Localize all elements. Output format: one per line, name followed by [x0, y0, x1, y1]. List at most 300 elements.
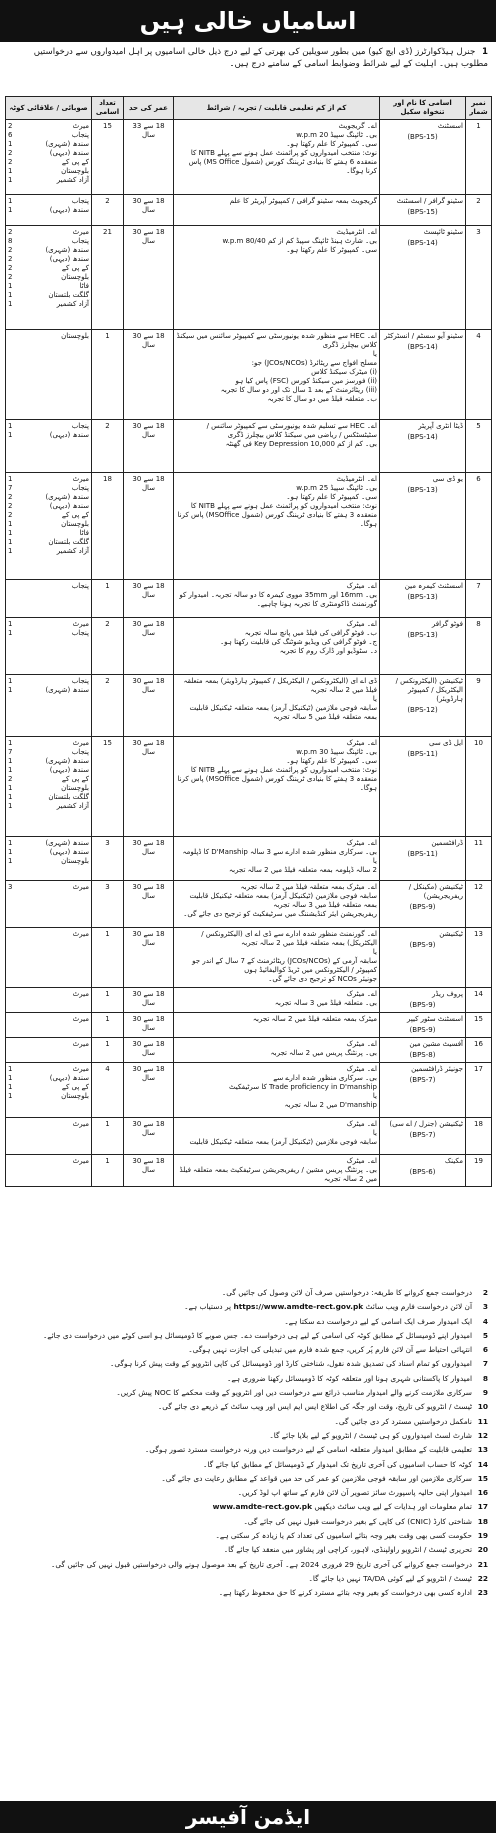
- page-banner-title: اسامیاں خالی ہیں: [0, 0, 496, 42]
- quota-line: [8, 1074, 89, 1083]
- qualification-line: سابقہ فوجی ملازمین (ٹیکنیکل آرمز) بمعہ متعلقہ ٹیکنیکل قابلیت بمعہ متعلقہ فیلڈ میں 3 سالہ تجربہ: [189, 892, 377, 909]
- instruction-item: [8, 1343, 488, 1357]
- quota-line: [8, 757, 89, 766]
- qualification-line: بی۔ ٹائپنگ سپیڈ 25 w.p.m: [296, 484, 377, 492]
- quota-line: [8, 431, 89, 440]
- quota-region: پنجاب: [71, 748, 89, 756]
- cell-post-name: [380, 881, 466, 928]
- qualification-line: (i) میٹرک سیکنڈ کلاس: [311, 368, 377, 376]
- quota-line: [8, 206, 89, 215]
- qualification-line: اے۔ میٹرک: [346, 739, 377, 747]
- cell-vacancy-count: 2: [92, 675, 124, 737]
- cell-age-limit: 18 سے 30 سال: [124, 1118, 174, 1155]
- cell-age-limit: 18 سے 30 سال: [124, 330, 174, 420]
- qualification-line: اے۔ میٹرک بمعہ متعلقہ فیلڈ میں 2 سالہ تجربہ: [240, 883, 377, 891]
- cell-age-limit: 18 سے 30 سال: [124, 1155, 174, 1187]
- qualification-line: اے۔ میٹرک: [346, 990, 377, 998]
- qualification-line: بی۔ سرکاری منظور شدہ ادارے سے: [273, 1074, 377, 1082]
- instruction-item: [8, 1458, 488, 1472]
- quota-count: 1: [8, 757, 13, 765]
- instruction-number: 14: [477, 1459, 488, 1469]
- quota-region: سندھ (شہری): [45, 757, 89, 765]
- cell-qualification: [174, 1155, 380, 1187]
- instruction-text: [8, 1486, 472, 1500]
- quota-count: 1: [8, 784, 13, 792]
- instruction-body: سرکاری ملازمین اور سابقہ فوجی ملازمین کو عمر کی حد میں قواعد کے مطابق رعایت دی جائے گی۔: [161, 1473, 472, 1483]
- qualification-line: سی۔ کمپیوٹر کا علم رکھتا ہو۔: [286, 140, 377, 148]
- qualification-line: نوٹ: منتخب امیدواروں کو پرائمنٹ عمل ہونے سے پہلے NITB کا منعقدہ 3 ہفتے کا بنیادی ٹریننگ کورس (شمول MSOffice) پاس کرنا ہوگا۔: [177, 766, 377, 792]
- qualification-line: 2 سالہ ڈپلومہ بمعہ متعلقہ فیلڈ میں 2 سالہ تجربہ: [229, 866, 377, 874]
- cell-serial-no: 14: [466, 988, 492, 1013]
- cell-age-limit: 18 سے 30 سال: [124, 881, 174, 928]
- instruction-number: 2: [482, 1288, 488, 1297]
- qualification-line: اے۔ میٹرک: [346, 1065, 377, 1073]
- quota-count: 1: [8, 1074, 13, 1082]
- quota-line: [8, 520, 89, 529]
- qualification-line: (ii) فورسز میں سیکنڈ کورس (FSC) پاس کیا ہو: [235, 377, 377, 385]
- cell-vacancy-count: 21: [92, 226, 124, 330]
- quota-region: سندھ (دیہی): [49, 502, 89, 510]
- qualification-line: نوٹ: منتخب امیدواروں کو پرائمنٹ عمل ہونے سے پہلے NITB کا منعقدہ 3 ہفتے کا بنیادی ٹریننگ کورس (شمول MSOffice) پاس کرنا ہوگا۔: [177, 502, 377, 528]
- quota-count: 1: [8, 167, 13, 175]
- quota-count: 7: [8, 484, 13, 492]
- post-scale: (BPS-13): [407, 486, 438, 494]
- quota-region: سندھ (دیہی): [49, 149, 89, 157]
- cell-serial-no: 13: [466, 928, 492, 988]
- instruction-body: امیدوار اپنی حالیہ پاسپورٹ سائز تصویر آن لائن فارم کے ساتھ اپ لوڈ کریں۔: [237, 1488, 472, 1498]
- quota-region: آزاد کشمیر: [56, 547, 89, 555]
- quota-line: [8, 237, 89, 246]
- cell-serial-no: 9: [466, 675, 492, 737]
- quota-count: 1: [8, 1065, 13, 1073]
- cell-quota: [6, 420, 92, 473]
- quota-count: 1: [8, 291, 13, 299]
- cell-quota: [6, 675, 92, 737]
- instructions-list: [8, 1286, 488, 1601]
- post-title: سٹینو آیو سسٹم / انسٹرکٹر: [384, 332, 463, 340]
- cell-post-name: [380, 737, 466, 837]
- qualification-line: بی۔ 16mm اور 35mm مووی کیمرہ کا دو سالہ تجربہ۔ امیدوار کو گورنمنٹ ڈاکومنٹری کا تجربہ ہونا چاہیے۔: [179, 591, 377, 608]
- cell-serial-no: 5: [466, 420, 492, 473]
- quota-region: میرٹ: [72, 739, 89, 747]
- quota-count: 1: [8, 1083, 13, 1091]
- quota-line: [8, 255, 89, 264]
- quota-line: [8, 766, 89, 775]
- cell-quota: [6, 120, 92, 195]
- quota-line: [8, 1157, 89, 1166]
- quota-region: سندھ (دیہی): [49, 848, 89, 856]
- qualification-line: یا: [372, 857, 377, 865]
- post-title: اسسٹنٹ سٹور کیپر: [407, 1015, 463, 1023]
- cell-serial-no: 6: [466, 473, 492, 580]
- post-title: سٹینو ٹائپسٹ: [423, 228, 463, 236]
- post-title: ٹیکنیشن (مکینکل / ریفریجریشن): [408, 883, 463, 900]
- quota-line: [8, 848, 89, 857]
- quota-line: [8, 793, 89, 802]
- qualification-line: بی۔ ٹائپنگ سپیڈ 30 w.p.m: [296, 748, 377, 756]
- cell-serial-no: 4: [466, 330, 492, 420]
- quota-region: پنجاب: [71, 484, 89, 492]
- instruction-item: [8, 1329, 488, 1343]
- quota-line: [8, 748, 89, 757]
- cell-vacancy-count: 18: [92, 473, 124, 580]
- instruction-item: [8, 1372, 488, 1386]
- post-title: سٹینو گرافر / اسسٹنٹ: [396, 197, 463, 205]
- instruction-item: [8, 1300, 488, 1314]
- quota-line: [8, 1065, 89, 1074]
- quota-region: میرٹ: [72, 883, 89, 891]
- cell-serial-no: 8: [466, 618, 492, 675]
- quota-line: [8, 264, 89, 273]
- qualification-line: اے۔ میٹرک: [346, 1040, 377, 1048]
- qualification-line: بی۔ کم از کم 10,000 Key Depression فی گھنٹہ: [225, 440, 377, 448]
- instruction-text: [8, 1415, 472, 1429]
- cell-post-name: [380, 988, 466, 1013]
- cell-qualification: [174, 195, 380, 226]
- instruction-body: ایک امیدوار صرف ایک اسامی کے لیے درخواست دے سکتا ہے۔: [284, 1316, 472, 1326]
- quota-count: 1: [8, 547, 13, 555]
- quota-line: [8, 538, 89, 547]
- quota-region: میرٹ: [72, 475, 89, 483]
- quota-region: بلوچستان: [61, 167, 89, 175]
- quota-line: [8, 582, 89, 591]
- instruction-text: [8, 1300, 472, 1314]
- quota-line: [8, 857, 89, 866]
- quota-count: 1: [8, 1092, 13, 1100]
- quota-line: [8, 677, 89, 686]
- instruction-number: 22: [477, 1573, 488, 1583]
- quota-count: 1: [8, 686, 13, 694]
- post-scale: (BPS-14): [407, 433, 438, 441]
- instruction-body: آن لائن درخواست فارم ویب سائٹ: [363, 1302, 472, 1312]
- instruction-text: [8, 1558, 472, 1572]
- instruction-item: [8, 1443, 488, 1457]
- quota-line: [8, 300, 89, 309]
- quota-count: 2: [8, 149, 13, 157]
- instruction-text: [8, 1400, 472, 1414]
- cell-post-name: [380, 1063, 466, 1118]
- table-row: [6, 618, 492, 675]
- cell-age-limit: 18 سے 30 سال: [124, 737, 174, 837]
- quota-line: [8, 484, 89, 493]
- quota-count: 1: [8, 176, 13, 184]
- quota-region: میرٹ: [72, 122, 89, 130]
- qualification-line: یا: [372, 350, 377, 358]
- quota-region: سندھ (دیہی): [49, 206, 89, 214]
- instruction-body: ٹیسٹ / انٹرویو کی تاریخ، وقت اور جگہ کی اطلاع ایس ایم ایس اور ویب سائٹ کے ذریعے دی جائے گی۔: [157, 1402, 472, 1412]
- instruction-text: [8, 1386, 472, 1400]
- quota-region: کے پی کے: [61, 264, 89, 272]
- post-title: ٹیکنیشن: [439, 930, 463, 938]
- cell-serial-no: 12: [466, 881, 492, 928]
- cell-age-limit: 18 سے 30 سال: [124, 837, 174, 881]
- instruction-body: شارٹ لسٹ امیدواروں کو ہی ٹیسٹ / انٹرویو کے لیے بلایا جائے گا۔: [269, 1430, 472, 1440]
- instruction-number: 9: [482, 1388, 488, 1398]
- cell-serial-no: 15: [466, 1013, 492, 1038]
- instruction-body: امیدوار کا پاکستانی شہری ہونا اور متعلقہ کوٹہ کا ڈومیسائل رکھنا ضروری ہے۔: [227, 1373, 472, 1383]
- cell-qualification: [174, 1038, 380, 1063]
- post-scale: (BPS-9): [409, 941, 436, 949]
- cell-serial-no: 7: [466, 580, 492, 618]
- quota-region: بلوچستان: [61, 1092, 89, 1100]
- quota-line: [8, 784, 89, 793]
- quota-count: 1: [8, 282, 13, 290]
- qualification-line: اے۔ میٹرک: [346, 620, 377, 628]
- qualification-line: یا: [372, 1092, 377, 1100]
- quota-count: 1: [8, 857, 13, 865]
- intro-text: جنرل ہیڈکوارٹرز (ڈی ایچ کیو) میں بطور سویلین کی بھرتی کے لیے درج ذیل خالی اسامیوں پر اہل امیدواروں سے درخواستیں مطلوب ہیں۔ اہلیت کے لیے شرائط وضوابط اسامی کے سامنے درج ہیں۔: [33, 47, 488, 69]
- quota-region: میرٹ: [72, 620, 89, 628]
- quota-line: [8, 620, 89, 629]
- post-title: پروف ریڈر: [431, 990, 463, 998]
- quota-region: فاٹا: [79, 282, 89, 290]
- cell-post-name: [380, 195, 466, 226]
- header-serial-no: نمبر شمار: [466, 97, 492, 120]
- cell-vacancy-count: 3: [92, 837, 124, 881]
- instruction-body: سرکاری ملازمت کرنے والے امیدوار مناسب ذرائع سے درخواست دیں اور انٹرویو کے وقت محکمے کا NOC پیش کریں۔: [116, 1388, 472, 1398]
- cell-vacancy-count: 1: [92, 330, 124, 420]
- quota-region: میرٹ: [72, 990, 89, 998]
- instruction-number: 17: [477, 1502, 488, 1512]
- qualification-line: اے۔ HEC سے تسلیم شدہ یونیورسٹی سے کمپیوٹر سائنس / سٹیٹسٹکس / ریاضی میں سیکنڈ کلاس بیچلرز ڈگری: [206, 422, 377, 439]
- quota-region: کے پی کے: [61, 158, 89, 166]
- instruction-item: [8, 1472, 488, 1486]
- instruction-text: [8, 1357, 472, 1371]
- cell-qualification: [174, 837, 380, 881]
- table-row: [6, 226, 492, 330]
- qualification-line: ڈی اے ای (الیکٹرونکس / الیکٹریکل / کمپیوٹر ہارڈویئر) بمعہ متعلقہ فیلڈ میں 2 سالہ تجربہ: [183, 677, 377, 694]
- instruction-number: 11: [477, 1416, 488, 1426]
- post-scale: (BPS-14): [407, 343, 438, 351]
- quota-region: پنجاب: [71, 237, 89, 245]
- table-row: [6, 1155, 492, 1187]
- qualification-line: سابقہ فوجی ملازمین (ٹیکنیکل آرمز) بمعہ متعلقہ ٹیکنیکل قابلیت بمعہ متعلقہ فیلڈ میں 5 سالہ تجربہ: [189, 704, 377, 721]
- quota-region: میرٹ: [72, 228, 89, 236]
- post-scale: (BPS-9): [409, 1026, 436, 1034]
- cell-quota: [6, 1155, 92, 1187]
- instruction-item: [8, 1572, 488, 1586]
- quota-line: [8, 739, 89, 748]
- quota-region: گلگت بلتستان: [48, 538, 89, 546]
- qualification-line: ب۔ متعلقہ فیلڈ میں دو سال کا تجربہ: [267, 395, 377, 403]
- quota-region: بلوچستان: [61, 332, 89, 340]
- website-link[interactable]: https://www.amdte-rect.gov.pk: [233, 1302, 364, 1312]
- quota-line: [8, 228, 89, 237]
- cell-post-name: [380, 226, 466, 330]
- cell-qualification: [174, 618, 380, 675]
- qualification-line: اے۔ گریجویٹ: [338, 122, 377, 130]
- cell-qualification: [174, 1118, 380, 1155]
- cell-post-name: [380, 675, 466, 737]
- cell-serial-no: 16: [466, 1038, 492, 1063]
- quota-line: [8, 1120, 89, 1129]
- instruction-text: [8, 1543, 472, 1557]
- qualification-line: ج۔ فوٹو گرافی کی ویڈیو شوٹنگ کی قابلیت رکھتا ہو۔: [220, 638, 377, 646]
- cell-qualification: [174, 988, 380, 1013]
- quota-count: 2: [8, 775, 13, 783]
- quota-region: میرٹ: [72, 930, 89, 938]
- quota-region: پنجاب: [71, 677, 89, 685]
- instruction-text: [8, 1529, 472, 1543]
- cell-vacancy-count: 2: [92, 420, 124, 473]
- quota-region: پنجاب: [71, 197, 89, 205]
- instruction-item: [8, 1386, 488, 1400]
- instruction-text: [8, 1458, 472, 1472]
- cell-serial-no: 3: [466, 226, 492, 330]
- post-title: یو ڈی سی: [432, 475, 463, 483]
- instruction-number: 3: [482, 1302, 488, 1312]
- cell-serial-no: 11: [466, 837, 492, 881]
- qualification-line: اے۔ HEC سے منظور شدہ یونیورسٹی سے کمپیوٹر سائنس میں سیکنڈ کلاس بیچلرز ڈگری: [176, 332, 377, 349]
- quota-line: [8, 1092, 89, 1101]
- cell-post-name: [380, 580, 466, 618]
- quota-count: 2: [8, 502, 13, 510]
- quota-line: [8, 422, 89, 431]
- cell-vacancy-count: 1: [92, 988, 124, 1013]
- quota-count: 2: [8, 493, 13, 501]
- quota-region: بلوچستان: [61, 520, 89, 528]
- post-title: ایل ڈی سی: [429, 739, 463, 747]
- qualification-line: اے۔ انٹرمیڈیٹ: [336, 228, 377, 236]
- cell-vacancy-count: 3: [92, 881, 124, 928]
- cell-qualification: [174, 580, 380, 618]
- quota-line: [8, 197, 89, 206]
- quota-count: 1: [8, 206, 13, 214]
- instruction-body: تحریری ٹیسٹ / انٹرویو راولپنڈی، لاہور، کراچی اور پشاور میں منعقد کیا جائے گا۔: [223, 1545, 472, 1555]
- vacancies-table: [5, 96, 492, 1187]
- table-row: [6, 120, 492, 195]
- instruction-item: [8, 1586, 488, 1600]
- cell-age-limit: 18 سے 33 سال: [124, 120, 174, 195]
- cell-post-name: [380, 330, 466, 420]
- quota-region: گلگت بلتستان: [48, 793, 89, 801]
- cell-post-name: [380, 618, 466, 675]
- instruction-body: تمام معلومات اور ہدایات کے لیے ویب سائٹ دیکھیں: [312, 1502, 472, 1512]
- quota-line: [8, 167, 89, 176]
- quota-region: پنجاب: [71, 131, 89, 139]
- cell-age-limit: 18 سے 30 سال: [124, 1013, 174, 1038]
- quota-region: سندھ (دیہی): [49, 255, 89, 263]
- quota-count: 3: [8, 883, 13, 891]
- qualification-line: ریفریجریشن ایئر کنڈیشننگ میں سرٹیفکیٹ کو ترجیح دی جائے گی۔: [183, 910, 377, 918]
- instruction-text: [8, 1572, 472, 1586]
- instruction-body: کوٹہ کا حساب اسامیوں کی آخری تاریخ تک امیدوار کے ڈومیسائل کے مطابق کیا جائے گا۔: [203, 1459, 472, 1469]
- instruction-body: درخواست جمع کروانے کی آخری تاریخ 29 فروری 2024 ہے۔ آخری تاریخ کے بعد موصول ہونے والی درخواستیں قبول نہیں کی جائیں گی۔: [51, 1559, 472, 1569]
- instruction-item: [8, 1429, 488, 1443]
- qualification-line: اے۔ میٹرک: [346, 582, 377, 590]
- quota-count: 1: [8, 766, 13, 774]
- website-link[interactable]: www.amdte-rect.gov.pk: [212, 1502, 313, 1512]
- table-body: [6, 120, 492, 1187]
- post-scale: (BPS-11): [407, 750, 438, 758]
- qualification-line: D'manship میں 2 سالہ تجربہ: [284, 1101, 377, 1109]
- cell-quota: [6, 195, 92, 226]
- quota-region: آزاد کشمیر: [56, 802, 89, 810]
- cell-age-limit: 18 سے 30 سال: [124, 988, 174, 1013]
- cell-vacancy-count: 4: [92, 1063, 124, 1118]
- table-row: [6, 1063, 492, 1118]
- quota-region: پنجاب: [71, 629, 89, 637]
- cell-serial-no: 10: [466, 737, 492, 837]
- qualification-line: یا: [372, 1129, 377, 1137]
- quota-line: [8, 282, 89, 291]
- cell-quota: [6, 1063, 92, 1118]
- table-row: [6, 737, 492, 837]
- cell-quota: [6, 618, 92, 675]
- quota-line: [8, 1015, 89, 1024]
- cell-qualification: [174, 120, 380, 195]
- qualification-line: جونیئر NCOs کو ترجیح دی جائے گی۔: [268, 975, 377, 983]
- quota-region: میرٹ: [72, 1040, 89, 1048]
- qualification-line: د۔ سٹوڈیو اور ڈارک روم کا تجربہ: [279, 647, 377, 655]
- post-title: ڈرافٹسمین: [431, 839, 463, 847]
- instruction-number: 20: [477, 1545, 488, 1555]
- cell-qualification: [174, 881, 380, 928]
- quota-count: 8: [8, 237, 13, 245]
- instruction-number: 18: [477, 1516, 488, 1526]
- cell-post-name: [380, 120, 466, 195]
- qualification-line: یا: [372, 948, 377, 956]
- cell-qualification: [174, 928, 380, 988]
- quota-region: پنجاب: [71, 422, 89, 430]
- cell-age-limit: 18 سے 30 سال: [124, 226, 174, 330]
- instruction-text: [8, 1443, 472, 1457]
- qualification-line: گریجویٹ بمعہ سٹینو گرافی / کمپیوٹر آپریٹر کا علم: [229, 197, 377, 205]
- post-scale: (BPS-9): [409, 1001, 436, 1009]
- qualification-line: اے۔ انٹرمیڈیٹ: [336, 475, 377, 483]
- cell-age-limit: 18 سے 30 سال: [124, 195, 174, 226]
- table-row: [6, 1038, 492, 1063]
- quota-count: 1: [8, 839, 13, 847]
- post-scale: (BPS-6): [409, 1168, 436, 1176]
- qualification-line: اے۔ گورنمنٹ منظور شدہ ادارے سے ڈی اے ای (الیکٹرونکس / الیکٹریکل) بمعہ متعلقہ فیلڈ میں 2 سالہ تجربہ: [201, 930, 377, 947]
- quota-region: سندھ (دیہی): [49, 766, 89, 774]
- post-scale: (BPS-8): [409, 1051, 436, 1059]
- qualification-line: سابقہ فوجی ملازمین (ٹیکنیکل آرمز) بمعہ متعلقہ ٹیکنیکل قابلیت: [189, 1138, 377, 1146]
- quota-line: [8, 131, 89, 140]
- instruction-text: [8, 1329, 472, 1343]
- qualification-line: بی۔ پرنٹنگ پریس مشین / ریفریجریشن سرٹیفکیٹ بمعہ متعلقہ فیلڈ میں 2 سالہ تجربہ: [179, 1166, 377, 1183]
- instruction-number: 10: [477, 1402, 488, 1412]
- quota-count: 6: [8, 131, 13, 139]
- cell-quota: [6, 737, 92, 837]
- post-title: ٹیکنیشن (جنرل / اے سی): [389, 1120, 463, 1128]
- instruction-item: [8, 1400, 488, 1414]
- cell-post-name: [380, 1118, 466, 1155]
- instruction-body: حکومت کسی بھی وقت بغیر وجہ بتائے اسامیوں کی تعداد کم یا زیادہ کر سکتی ہے۔: [215, 1531, 472, 1541]
- table-row: [6, 837, 492, 881]
- qualification-line: اے۔ میٹرک: [346, 1120, 377, 1128]
- post-scale: (BPS-12): [407, 706, 438, 714]
- post-title: اسسٹنٹ کیمرہ مین: [404, 582, 463, 590]
- instruction-item: [8, 1543, 488, 1557]
- cell-vacancy-count: 2: [92, 195, 124, 226]
- instruction-body: ادارہ کسی بھی درخواست کو بغیر وجہ بتائے مسترد کرنے کا حق محفوظ رکھتا ہے۔: [218, 1588, 472, 1598]
- table-header-row: [6, 97, 492, 120]
- quota-count: 2: [8, 273, 13, 281]
- instruction-text: [8, 1515, 472, 1529]
- instruction-body: نامکمل درخواستیں مسترد کر دی جائیں گی۔: [334, 1416, 472, 1426]
- table-row: [6, 195, 492, 226]
- cell-age-limit: 18 سے 30 سال: [124, 473, 174, 580]
- cell-qualification: [174, 737, 380, 837]
- quota-line: [8, 930, 89, 939]
- cell-quota: [6, 881, 92, 928]
- instruction-number: 6: [482, 1345, 488, 1355]
- quota-region: بلوچستان: [61, 857, 89, 865]
- cell-post-name: [380, 928, 466, 988]
- quota-region: بلوچستان: [61, 273, 89, 281]
